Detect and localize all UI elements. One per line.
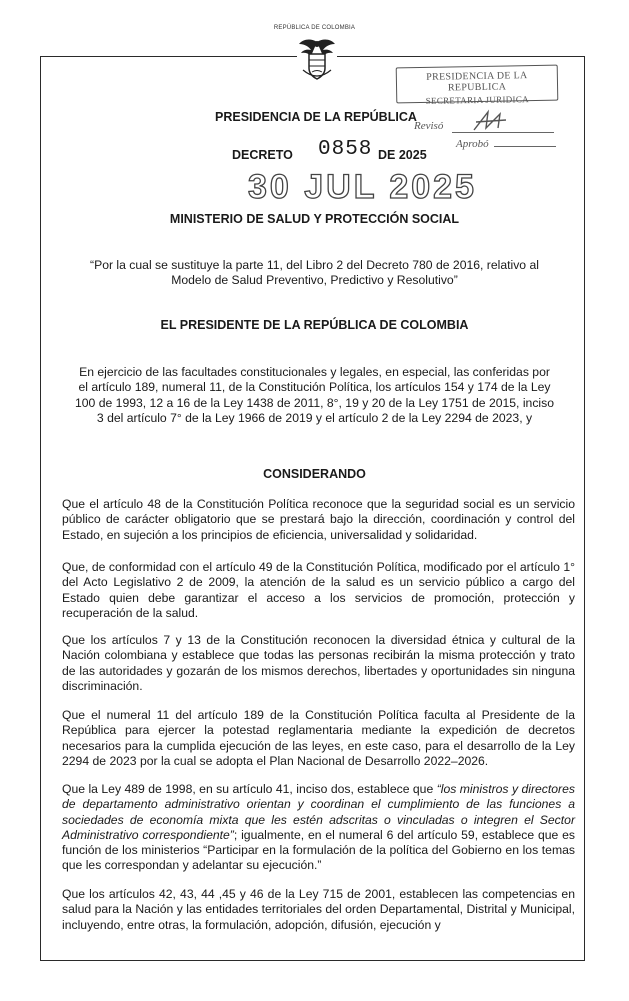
decree-number: 0858: [318, 138, 373, 161]
presidency-title: PRESIDENCIA DE LA REPÚBLICA: [215, 110, 417, 124]
stamp-aprobo-label: Aprobó: [456, 138, 489, 150]
stamp-reviso-label: Revisó: [414, 120, 444, 132]
considerando-paragraph-3: Que los artículos 7 y 13 de la Constitución reconocen la diversidad étnica y cultural de la Nación colombiana y establece que todas las personas recibirán la misma protección y trato de las autoridades y gozarán de los mismos derechos, libertades y oportunidades sin ninguna discriminación.: [62, 633, 575, 693]
stamp-line-2: SECRETARIA JURIDICA: [425, 94, 529, 106]
decree-year: DE 2025: [378, 148, 427, 162]
preamble-line-1: En ejercicio de las facultades constitucionales y legales, en especial, las conferidas por: [79, 365, 550, 379]
paragraph-5-quote: “los ministros y directores de departamento administrativo orientan y coordinan el cumplimiento de las funciones a sociedades de economía mixta que les estén adscritas o vinculadas o integren el Sector Administrativo correspondiente”: [62, 782, 575, 842]
preamble-line-4: 3 del artículo 7° de la Ley 1966 de 2019 y el artículo 2 de la Ley 2294 de 2023, y: [96, 410, 533, 425]
stamp-line-1: PRESIDENCIA DE LA REPUBLICA: [426, 70, 528, 94]
legal-review-stamp: [396, 65, 559, 104]
authority-title: EL PRESIDENTE DE LA REPÚBLICA DE COLOMBIA: [160, 318, 469, 332]
considerando-paragraph-4: Que el numeral 11 del artículo 189 de la Constitución Política faculta al Presidente de la República para ejercer la potestad reglamentaria mediante la expedición de decretos necesarios para la cumplida ejecución de las leyes, en este caso, para el desarrollo de la Ley 2294 de 2023 por la cual se adopta el Plan Nacional de Desarrollo 2022–2026.: [62, 708, 575, 768]
decree-label: DECRETO: [232, 148, 293, 162]
authority-preamble: [55, 365, 574, 426]
considerando-paragraph-2: Que, de conformidad con el artículo 49 de la Constitución Política, modificado por el artículo 1° del Acto Legislativo 2 de 2009, la atención de la salud es un servicio público a cargo del Estado quien debe garantizar el acceso a los servicios de promoción, protección y recuperación de la salud.: [62, 560, 575, 620]
preamble-line-2: el artículo 189, numeral 11, de la Constitución Política, los artículos 154 y 174 de la Ley: [78, 380, 551, 395]
signature-icon: [470, 108, 510, 141]
paragraph-5-rest: ; igualmente, en el numeral 6 del artículo 59, establece que es función de los ministerios “Participar en la formulación de la política del Gobierno en los temas que les correspondan y adelantar su ejecución.”: [62, 827, 576, 873]
considerando-paragraph-1: Que el artículo 48 de la Constitución Política reconoce que la seguridad social es un servicio público de carácter obligatorio que se prestará bajo la dirección, coordinación y control del Estado, en sujeción a los principios de eficiencia, universalidad y solidaridad.: [62, 497, 575, 542]
epigraph: [55, 258, 574, 289]
aprobo-line: [494, 146, 556, 147]
considerando-paragraph-6: Que los artículos 42, 43, 44 ,45 y 46 de la Ley 715 de 2001, establecen las competencias en salud para la Nación y las entidades territoriales del orden Departamental, Distrital y Municipal, incluyendo, entre otras, la formulación, adopción, difusión, ejecución y: [62, 887, 575, 932]
considerando-paragraph-5: [62, 782, 575, 874]
ministry-title: MINISTERIO DE SALUD Y PROTECCIÓN SOCIAL: [169, 212, 460, 226]
epigraph-line-2: Modelo de Salud Preventivo, Predictivo y Resolutivo”: [171, 273, 458, 288]
epigraph-line-1: “Por la cual se sustituye la parte 11, del Libro 2 del Decreto 780 de 2016, relativo al: [90, 258, 539, 272]
considerando-title: CONSIDERANDO: [263, 467, 366, 481]
preamble-line-3: 100 de 1993, 12 a 16 de la Ley 1438 de 2011, 8°, 19 y 20 de la Ley 1751 de 2015, inciso: [75, 395, 554, 410]
date-stamp: 30 JUL 2025: [248, 168, 477, 206]
coat-of-arms-icon: [297, 36, 337, 82]
paragraph-5-intro: Que la Ley 489 de 1998, en su artículo 41, inciso dos, establece que: [62, 782, 437, 796]
country-label: REPÚBLICA DE COLOMBIA: [273, 25, 356, 31]
